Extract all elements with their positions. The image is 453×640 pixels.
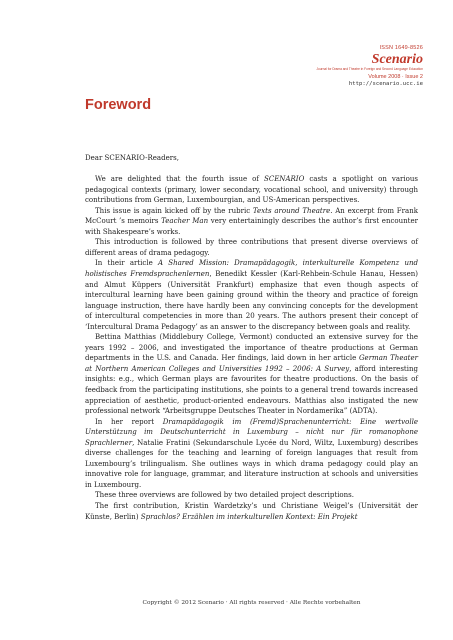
paragraph xyxy=(85,206,418,238)
italic-text: German Theater at Northern American Colleges and Universities 1992 – 2006: A Survey xyxy=(85,353,418,373)
text-run: This issue is again kicked off by the rubric xyxy=(95,205,253,215)
issn: ISSN 1649-8526 xyxy=(379,45,423,51)
text-run: Bettina Matthias (Middlebury College, Vermont) conducted an extensive survey for the years 1992 – 2006, and investigated the importance of theatre productions at German departments in the U.S. and Canada. Her findings, laid down in her article xyxy=(85,332,418,363)
paragraph xyxy=(85,490,418,501)
italic-text: Texts around Theatre xyxy=(252,205,331,215)
paragraph xyxy=(85,258,418,332)
italic-text: Sprachlos? Erzählen im interkulturellen Kontext: Ein Projekt xyxy=(140,511,358,521)
journal-header xyxy=(316,45,423,87)
text-run: In their article xyxy=(95,258,158,268)
copyright-footer: Copyright © 2012 Scenario · All rights reserved · Alle Rechte vorbehalten xyxy=(142,600,361,606)
text-run: The first contribution, Kristin Wardetzky’s und Christiane Weigel’s (Universität der Künste, Berlin) xyxy=(85,501,418,521)
text-run: casts a spotlight on various pedagogical contexts (primary, lower secondary, vocational school, and university) through contributions from German, Luxembourgian, and US-American perspectives. xyxy=(85,174,419,205)
volume-issue: Volume 2008 · Issue 2 xyxy=(368,74,423,80)
text-run: We are delighted that the fourth issue of xyxy=(95,174,265,184)
page-title: Foreword xyxy=(85,97,152,113)
journal-url[interactable]: http://scenario.ucc.ie xyxy=(348,81,423,87)
text-run: In her report xyxy=(95,416,163,426)
italic-text: SCENARIO xyxy=(264,174,305,184)
italic-text: A Shared Mission: Dramapädagogik, interkulturelle Kompetenz und holistisches Fremdsprachenlernen xyxy=(85,258,418,278)
paragraph xyxy=(85,501,418,522)
paragraph xyxy=(85,237,418,258)
text-run: This introduction is followed by three contributions that present diverse overviews of different areas of drama pedagogy. xyxy=(85,237,418,257)
text-run: very entertainingly describes the author’s first encounter with Shakespeare’s works. xyxy=(85,216,418,236)
text-run: , Benedikt Kessler (Karl-Rehbein-Schule Hanau, Hessen) and Almut Küppers (Universität Frankfurt) emphasize that even though aspects of intercultural learning have been gaining ground within the theory and practice of foreign language instruction, there have hardly been any convincing concepts for the development of intercultural competencies in more than 20 years. The authors present their concept of ‘Intercultural Drama Pedagogy’ as an answer to the discrepancy between goals and reality. xyxy=(85,268,418,331)
italic-text: Teacher Man xyxy=(161,216,209,226)
text-run: , Natalie Fratini (Sekundarschule Lycée du Nord, Wiltz, Luxemburg) describes diverse challenges for the teaching and learning of foreign languages that result from Luxembourg’s trilingualism. She outlines ways in which drama pedagogy could play an innovative role for language, grammar, and literature instruction at schools and universities in Luxembourg. xyxy=(85,437,418,489)
logo-subtitle: Journal for Drama and Theatre in Foreign and Second Language Education xyxy=(316,67,423,71)
paragraph xyxy=(85,332,418,416)
article-body xyxy=(85,153,418,522)
paragraph xyxy=(85,417,418,491)
salutation: Dear SCENARIO-Readers, xyxy=(85,153,179,162)
text-run: . An excerpt from Frank McCourt ’s memoirs xyxy=(85,205,418,226)
italic-text: Dramapädagogik im (Fremd)Sprachenunterricht: Eine wertvolle Unterstützung im Deutschunterricht in Luxemburg – nicht nur für romanophone Sprachlerner xyxy=(85,416,418,447)
paragraph xyxy=(85,174,418,206)
text-run: , afford interesting insights: e.g., which German plays are favourites for theatre productions. On the basis of feedback from the participating institutions, she points to a general trend towards increased appreciation of aesthetic, product-oriented endeavours. Matthias also instigated the new professional network “Arbeitsgruppe Deutsches Theater in Nordamerika” (ADTA). xyxy=(85,363,418,416)
scenario-logo: Scenario xyxy=(371,52,423,67)
text-run: These three overviews are followed by two detailed project descriptions. xyxy=(95,490,355,500)
